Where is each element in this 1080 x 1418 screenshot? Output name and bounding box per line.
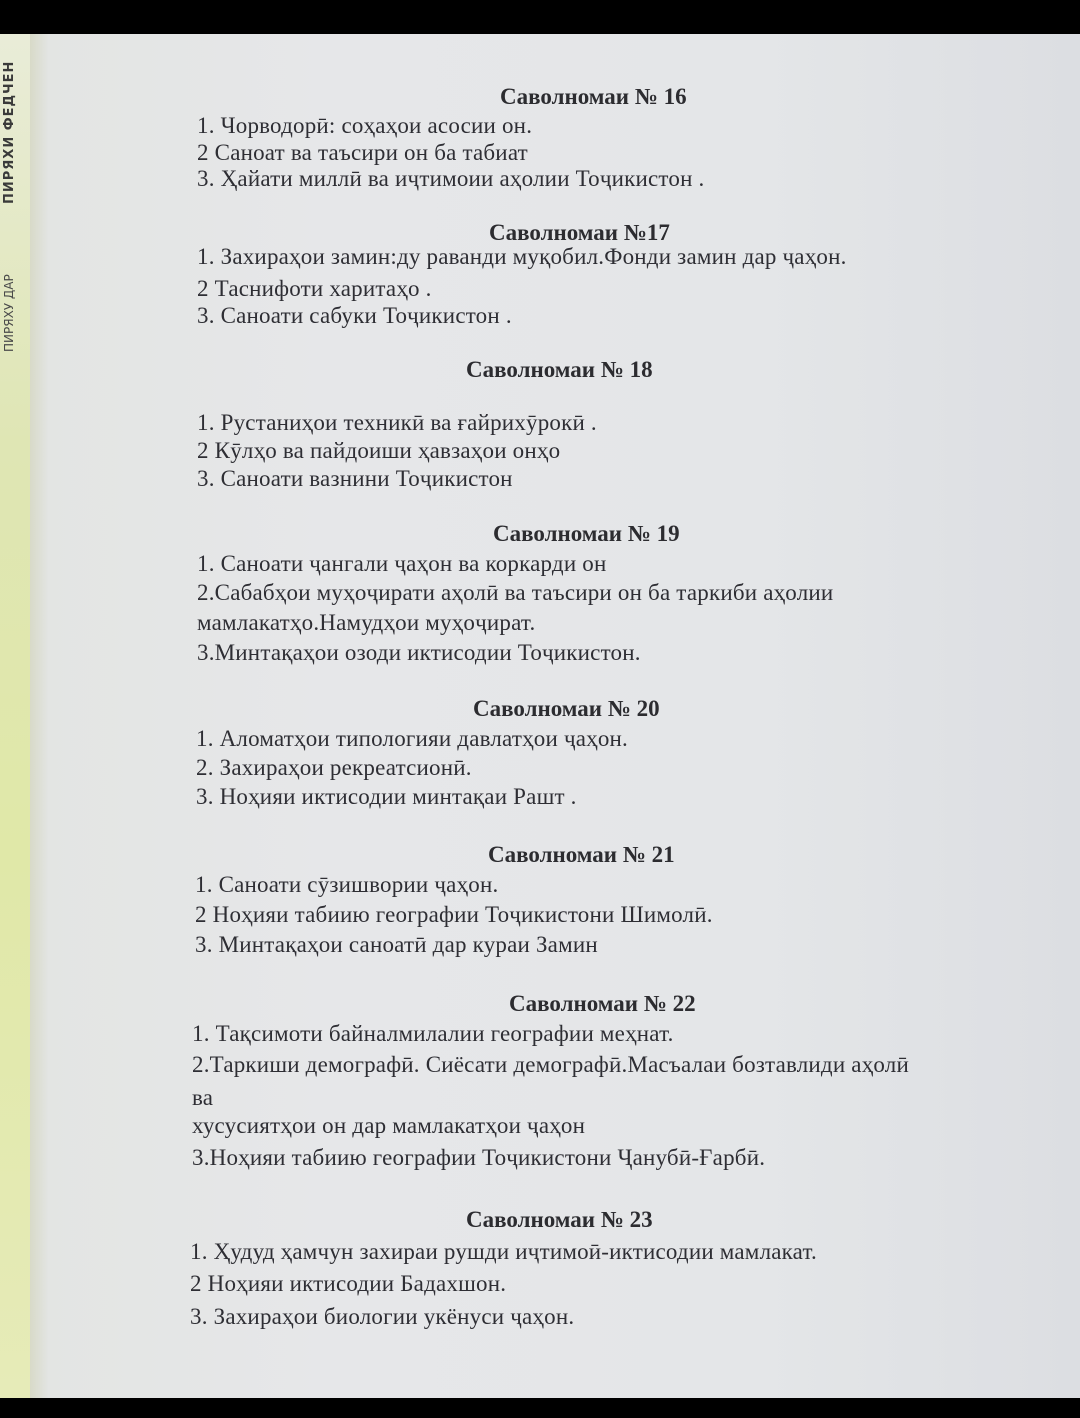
question-item: 1. Тақсимоти байналмилалии географии меҳнат. bbox=[192, 1021, 674, 1046]
section-title: Саволномаи № 22 bbox=[509, 991, 696, 1016]
question-item: 1. Захираҳои замин:ду раванди муқобил.Фонди замин дар ҷаҳон. bbox=[197, 244, 847, 269]
question-item: 3.Ноҳияи табиию географии Тоҷикистони Ҷанубӣ-Ғарбӣ. bbox=[192, 1145, 766, 1170]
left-paper-shadow bbox=[30, 34, 48, 1398]
section-title: Саволномаи № 18 bbox=[466, 357, 653, 382]
question-item: 3. Ҳайати миллӣ ва иҷтимоии аҳолии Тоҷикистон . bbox=[197, 166, 705, 191]
question-item: 1. Саноати ҷангали ҷаҳон ва коркарди он bbox=[197, 551, 607, 576]
question-item: 3. Захираҳои биологии укёнуси ҷаҳон. bbox=[190, 1304, 575, 1329]
question-item: 2 Ноҳияи табиию географии Тоҷикистони Шимолӣ. bbox=[195, 902, 713, 927]
question-item: 1. Чорводорӣ: соҳаҳои асосии он. bbox=[197, 113, 533, 138]
question-item: 2 Ноҳияи иктисодии Бадахшон. bbox=[190, 1271, 507, 1296]
question-item: 2.Сабабҳои муҳоҷирати аҳолӣ ва таъсири он ба таркиби аҳолии bbox=[197, 580, 834, 605]
question-item: 2.Таркиши демографӣ. Сиёсати демографӣ.Масъалаи бозтавлиди аҳолӣ bbox=[192, 1052, 909, 1077]
question-item: 1. Аломатҳои типологияи давлатҳои ҷаҳон. bbox=[196, 726, 628, 751]
question-item: хусусиятҳои он дар мамлакатҳои ҷаҳон bbox=[192, 1113, 586, 1138]
section-title: Саволномаи № 21 bbox=[488, 842, 675, 867]
question-item: 3. Минтақаҳои саноатӣ дар кураи Замин bbox=[195, 932, 598, 957]
question-item: 3. Саноати вазнини Тоҷикистон bbox=[197, 466, 513, 491]
section-title: Саволномаи № 20 bbox=[473, 696, 660, 721]
question-item: 2. Захираҳои рекреатсионӣ. bbox=[196, 755, 472, 780]
question-item: ва bbox=[192, 1085, 214, 1110]
bottom-black-bar bbox=[0, 1398, 1080, 1418]
section-title: Саволномаи № 16 bbox=[500, 84, 687, 109]
question-item: мамлакатҳо.Намудҳои муҳоҷират. bbox=[197, 610, 536, 635]
question-item: 2 Саноат ва таъсири он ба табиат bbox=[197, 140, 528, 165]
top-black-bar bbox=[0, 0, 1080, 34]
section-title: Саволномаи № 23 bbox=[466, 1207, 653, 1232]
section-title: Саволномаи № 19 bbox=[493, 521, 680, 546]
question-item: 1. Ҳудуд ҳамчун захираи рушди иҷтимоӣ-иктисодии мамлакат. bbox=[190, 1239, 817, 1264]
question-item: 3.Минтақаҳои озоди иктисодии Тоҷикистон. bbox=[197, 640, 641, 665]
section-title: Саволномаи №17 bbox=[489, 220, 670, 245]
question-item: 1. Саноати сӯзишвории ҷаҳон. bbox=[195, 872, 499, 897]
question-item: 2 Таснифоти харитаҳо . bbox=[197, 276, 432, 301]
margin-print-text: ПИРЯХИ ФЕДЧЕН bbox=[2, 60, 17, 204]
question-item: 2 Кӯлҳо ва пайдоиши ҳавзаҳои онҳо bbox=[197, 438, 561, 463]
question-item: 1. Рустаниҳои техникӣ ва ғайрихӯрокӣ . bbox=[197, 410, 597, 435]
question-item: 3. Ноҳияи иктисодии минтақаи Рашт . bbox=[196, 784, 577, 809]
question-item: 3. Саноати сабуки Тоҷикистон . bbox=[197, 303, 512, 328]
margin-print-text-2: ПИРЯХУ ДАР bbox=[2, 274, 16, 352]
